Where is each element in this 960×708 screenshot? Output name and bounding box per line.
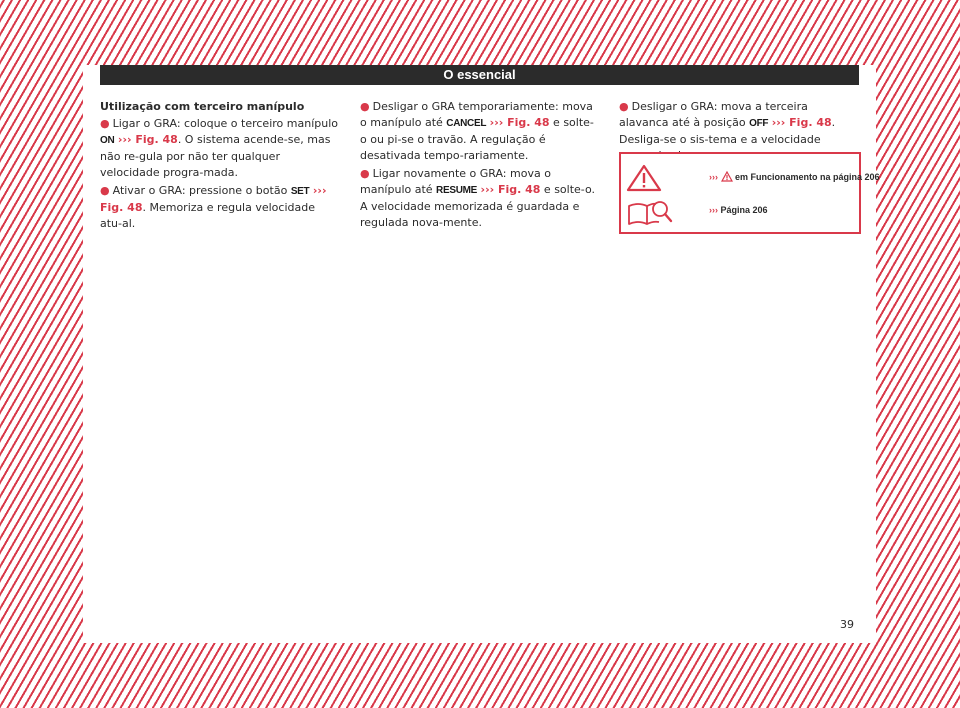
warning-row [621, 164, 880, 194]
bullet-icon: ● [360, 167, 370, 180]
book-magnifier-icon [626, 198, 674, 228]
fig-link[interactable]: ››› Fig. 48 [480, 183, 541, 196]
warning-small-icon [721, 171, 733, 182]
page-number: 39 [840, 618, 854, 631]
warning-reference[interactable]: ››› em Funcionamento na página 206 [709, 172, 880, 182]
bullet-item-ligar: ● Ligar o GRA: coloque o terceiro manípulo ON ››› Fig. 48. O sistema acende-se, mas não re-gula por não ter qualquer velocidade progra-mada. [100, 117, 338, 179]
bullet-item-desligar: ● Desligar o GRA: mova a terceira alavanca até à posição OFF ››› Fig. 48. Desliga-se o sis-tema e a velocidade [619, 100, 836, 146]
bullet-icon: ● [100, 184, 110, 197]
fig-link[interactable]: ››› Fig. 48 [100, 184, 327, 214]
key-off: OFF [749, 118, 769, 129]
bullet-icon: ● [619, 100, 629, 113]
column-1 [100, 99, 339, 234]
key-cancel: CANCEL [446, 118, 487, 129]
key-set: SET [290, 186, 310, 197]
fig-link[interactable]: ››› Fig. 48 [771, 116, 832, 129]
fig-link[interactable]: ››› Fig. 48 [117, 133, 178, 146]
bullet-icon: ● [100, 117, 110, 130]
column-2 [360, 99, 599, 233]
page-reference-row [621, 198, 859, 228]
warning-triangle-icon [626, 164, 662, 192]
bullet-item-desligar-temp: ● Desligar o GRA temporariamente: mova o manípulo até CANCEL ››› Fig. 48 e solte-o ou pi-se o travão. A regulação é desativada tempo-rariamente. [360, 100, 594, 162]
subsection-heading: Utilização com terceiro manípulo [100, 100, 305, 113]
key-resume: RESUME [436, 185, 478, 196]
fig-link[interactable]: ››› Fig. 48 [489, 116, 550, 129]
info-box [619, 152, 880, 234]
bullet-icon: ● [360, 100, 370, 113]
bullet-item-ativar: ● Ativar o GRA: pressione o botão SET ››› Fig. 48. Memoriza e regula velocidade atu-al. [100, 184, 327, 230]
page-reference[interactable]: ››› Página 206 [709, 205, 768, 215]
key-on: ON [100, 135, 115, 146]
bullet-item-ligar-novamente: ● Ligar novamente o GRA: mova o manípulo até RESUME ››› Fig. 48 e solte-o. A velocidade memorizada é guardada e regulada nova-mente. [360, 167, 596, 229]
section-header [100, 65, 859, 85]
section-title: O essencial [443, 67, 516, 82]
